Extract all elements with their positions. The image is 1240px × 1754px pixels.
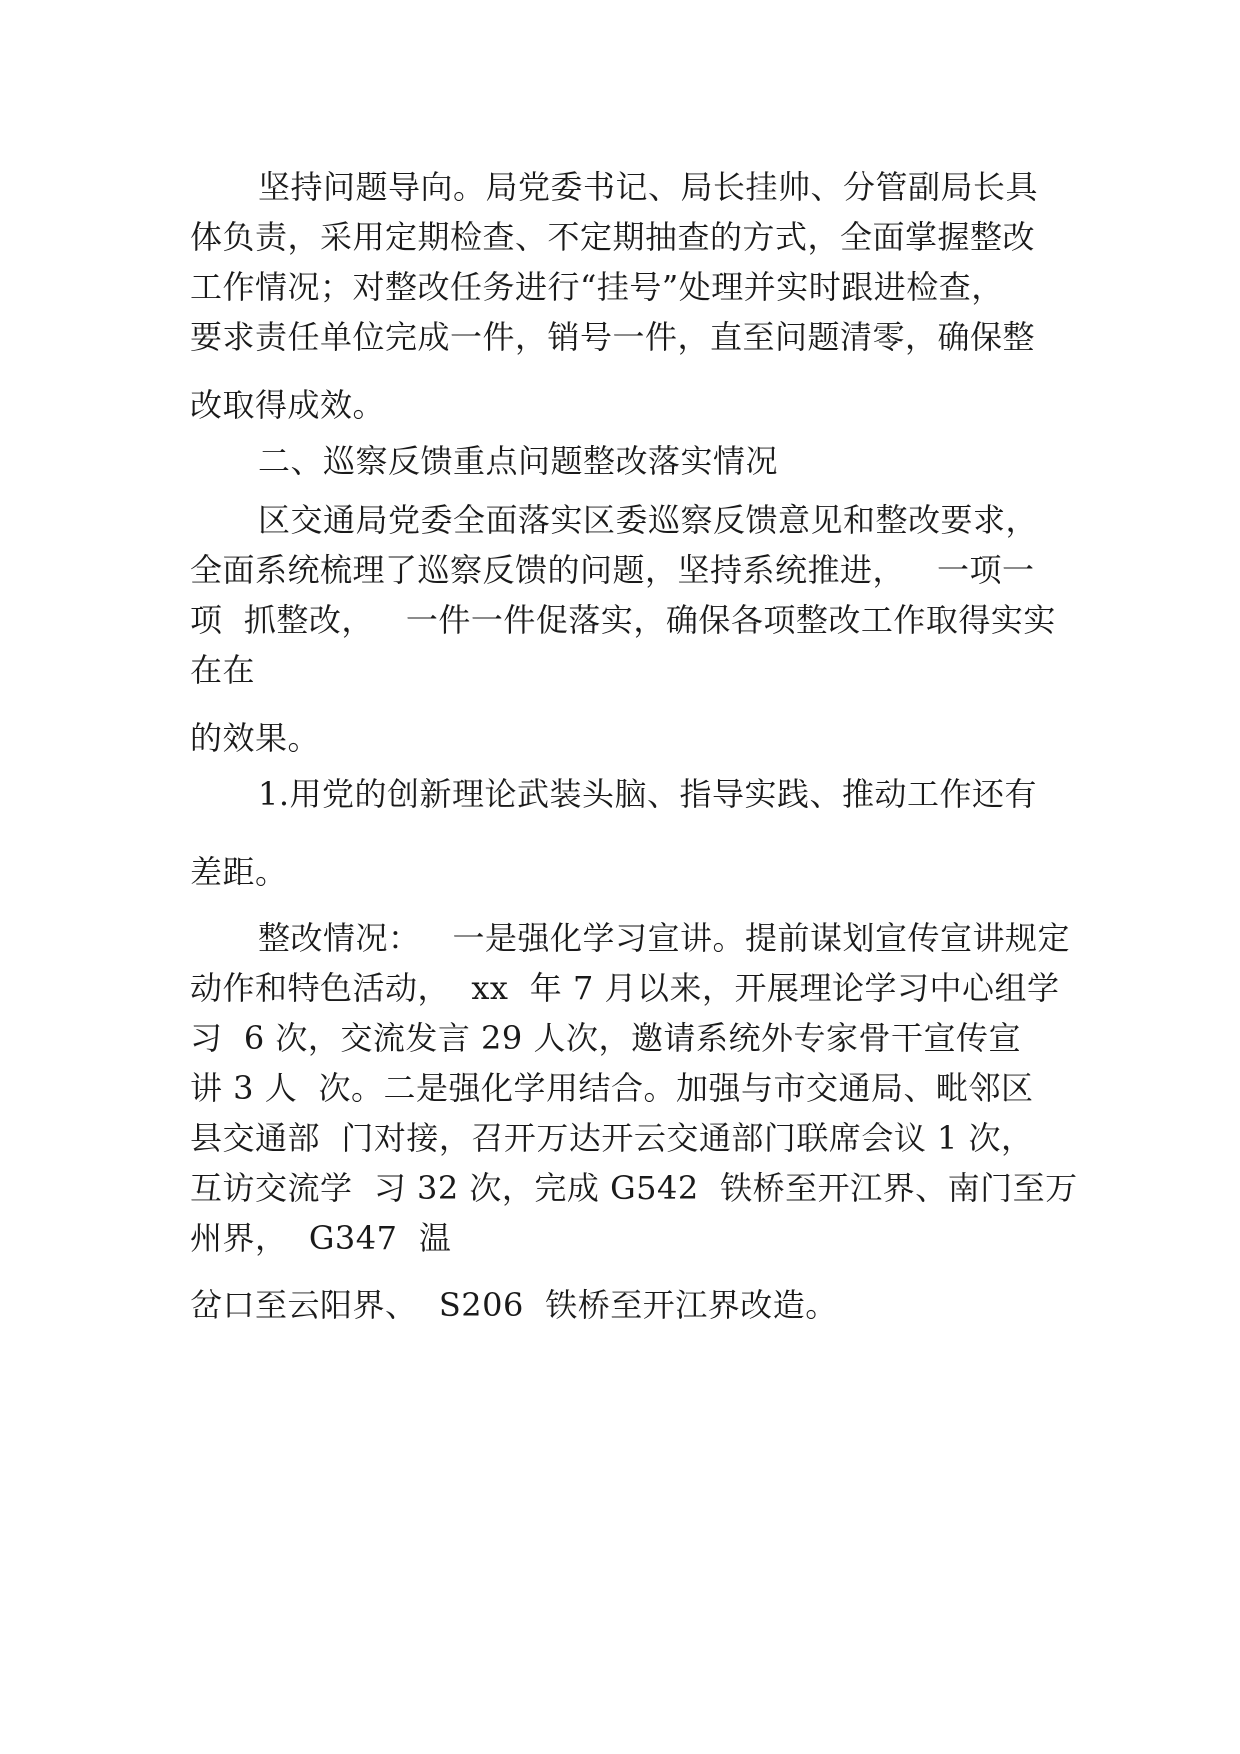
paragraph-line: 的效果。 — [190, 719, 321, 757]
paragraph-line: 互访交流学 习 32 次，完成 G542 铁桥至开江界、南门至万 — [190, 1169, 1078, 1207]
paragraph-line: 区交通局党委全面落实区委巡察反馈意见和整改要求， — [258, 501, 1039, 539]
paragraph-line: 县交通部 门对接，召开万达开云交通部门联席会议 1 次， — [190, 1119, 1034, 1157]
paragraph-line: 整改情况： 一是强化学习宣讲。提前谋划宣传宣讲规定 — [258, 919, 1071, 957]
paragraph-line: 项 抓整改， 一件一件促落实，确保各项整改工作取得实实 — [190, 601, 1056, 639]
numbered-item-heading: 差距。 — [190, 853, 288, 891]
paragraph-line: 坚持问题导向。局党委书记、局长挂帅、分管副局长具 — [258, 168, 1039, 206]
paragraph-line: 工作情况；对整改任务进行“挂号”处理并实时跟进检查， — [190, 268, 1004, 306]
paragraph-line: 动作和特色活动， xx 年 7 月以来，开展理论学习中心组学 — [190, 969, 1060, 1007]
paragraph-line: 习 6 次，交流发言 29 人次，邀请系统外专家骨干宣传宣 — [190, 1019, 1021, 1057]
paragraph-line: 讲 3 人 次。二是强化学用结合。加强与市交通局、毗邻区 — [190, 1069, 1034, 1107]
section-heading: 二、巡察反馈重点问题整改落实情况 — [258, 442, 779, 480]
paragraph-line: 改取得成效。 — [190, 386, 386, 424]
paragraph-line: 全面系统梳理了巡察反馈的问题，坚持系统推进， 一项一 — [190, 551, 1035, 589]
numbered-item-heading: 1.用党的创新理论武装头脑、指导实践、推动工作还有 — [258, 775, 1038, 813]
paragraph-line: 州界， G347 温 — [190, 1219, 452, 1257]
paragraph-line: 岔口至云阳界、 S206 铁桥至开江界改造。 — [190, 1286, 838, 1324]
paragraph-line: 要求责任单位完成一件，销号一件，直至问题清零，确保整 — [190, 318, 1036, 356]
paragraph-line: 在在 — [190, 651, 256, 689]
paragraph-line: 体负责，采用定期检查、不定期抽查的方式，全面掌握整改 — [190, 218, 1036, 256]
